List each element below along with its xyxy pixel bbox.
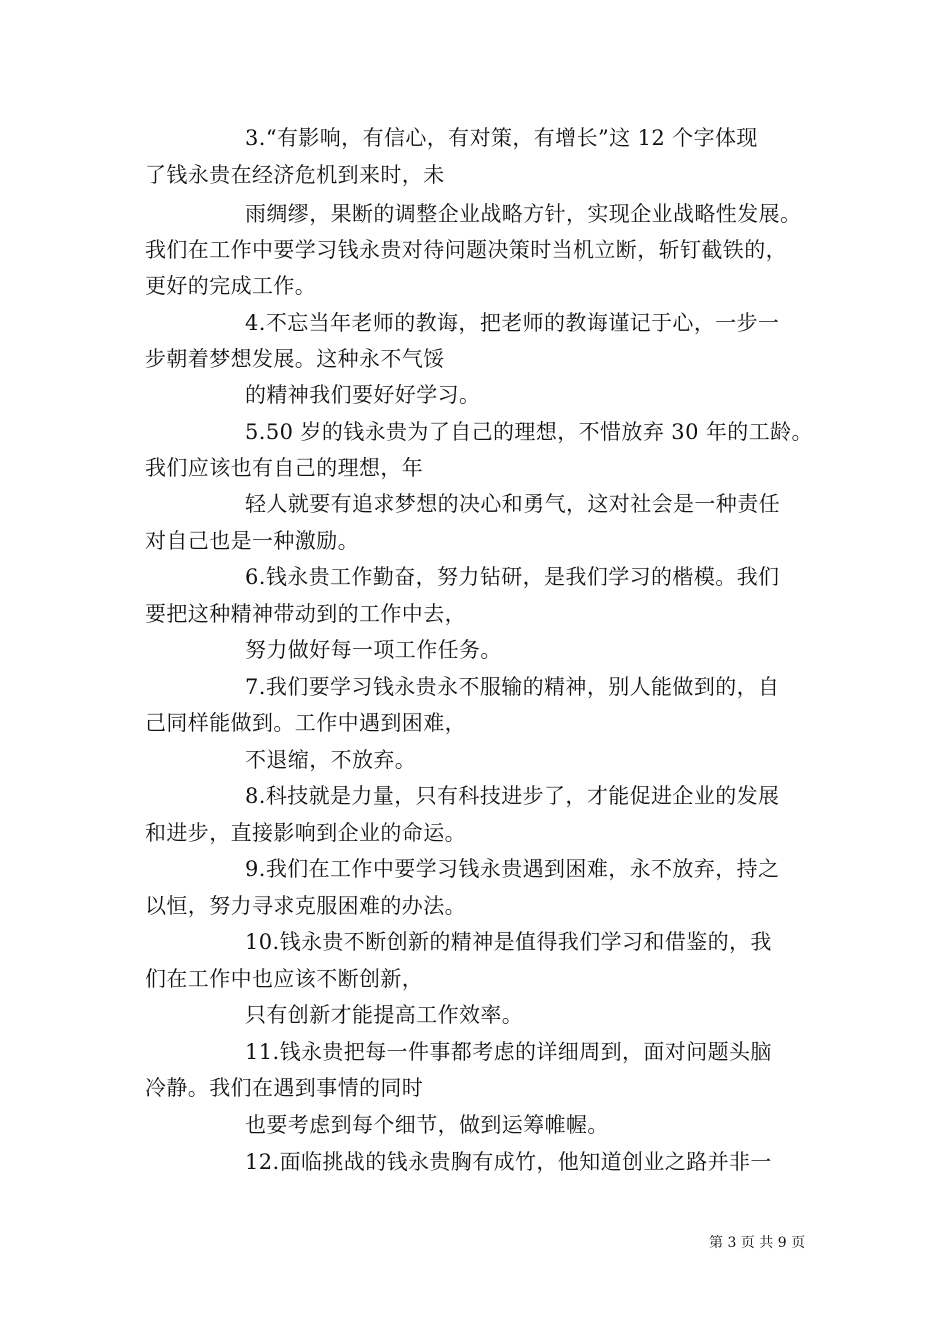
text-line: 5.50 岁的钱永贵为了自己的理想，不惜放弃 30 年的工龄。 — [245, 420, 813, 444]
text-line: 4.不忘当年老师的教诲，把老师的教诲谨记于心，一步一 — [245, 311, 780, 335]
text-line: 更好的完成工作。 — [145, 274, 317, 298]
page-number: 第 3 页 共 9 页 — [709, 1235, 806, 1251]
text-line: 步朝着梦想发展。这种永不气馁 — [145, 347, 445, 371]
text-line: 冷静。我们在遇到事情的同时 — [145, 1076, 424, 1100]
text-line: 以恒，努力寻求克服困难的办法。 — [145, 894, 466, 918]
text-line: 我们在工作中要学习钱永贵对待问题决策时当机立断，斩钉截铁的， — [145, 238, 787, 262]
text-line: 和进步，直接影响到企业的命运。 — [145, 821, 466, 845]
text-line: 雨绸缪，果断的调整企业战略方针，实现企业战略性发展。 — [245, 202, 802, 226]
text-line: 要把这种精神带动到的工作中去， — [145, 602, 466, 626]
text-line: 只有创新才能提高工作效率。 — [245, 1003, 524, 1027]
text-line: 的精神我们要好好学习。 — [245, 383, 481, 407]
text-line: 11.钱永贵把每一件事都考虑的详细周到，面对问题头脑 — [245, 1040, 772, 1064]
text-line: 7.我们要学习钱永贵永不服输的精神，别人能做到的，自 — [245, 675, 780, 699]
text-line: 己同样能做到。工作中遇到困难， — [145, 711, 466, 735]
text-line: 对自己也是一种激励。 — [145, 529, 359, 553]
text-line: 们在工作中也应该不断创新， — [145, 967, 424, 991]
text-line: 9.我们在工作中要学习钱永贵遇到困难，永不放弃，持之 — [245, 857, 780, 881]
text-line: 3.“有影响，有信心，有对策，有增长”这 12 个字体现 — [245, 126, 758, 150]
text-line: 了钱永贵在经济危机到来时，未 — [145, 163, 445, 187]
text-line: 也要考虑到每个细节，做到运筹帷幄。 — [245, 1113, 609, 1137]
text-line: 轻人就要有追求梦想的决心和勇气，这对社会是一种责任 — [245, 492, 780, 516]
text-line: 不退缩，不放弃。 — [245, 748, 417, 772]
text-line: 6.钱永贵工作勤奋，努力钻研，是我们学习的楷模。我们 — [245, 565, 780, 589]
text-line: 10.钱永贵不断创新的精神是值得我们学习和借鉴的，我 — [245, 930, 772, 954]
text-line: 我们应该也有自己的理想，年 — [145, 456, 424, 480]
text-line: 12.面临挑战的钱永贵胸有成竹，他知道创业之路并非一 — [245, 1150, 772, 1174]
text-line: 努力做好每一项工作任务。 — [245, 638, 502, 662]
text-line: 8.科技就是力量，只有科技进步了，才能促进企业的发展 — [245, 784, 780, 808]
